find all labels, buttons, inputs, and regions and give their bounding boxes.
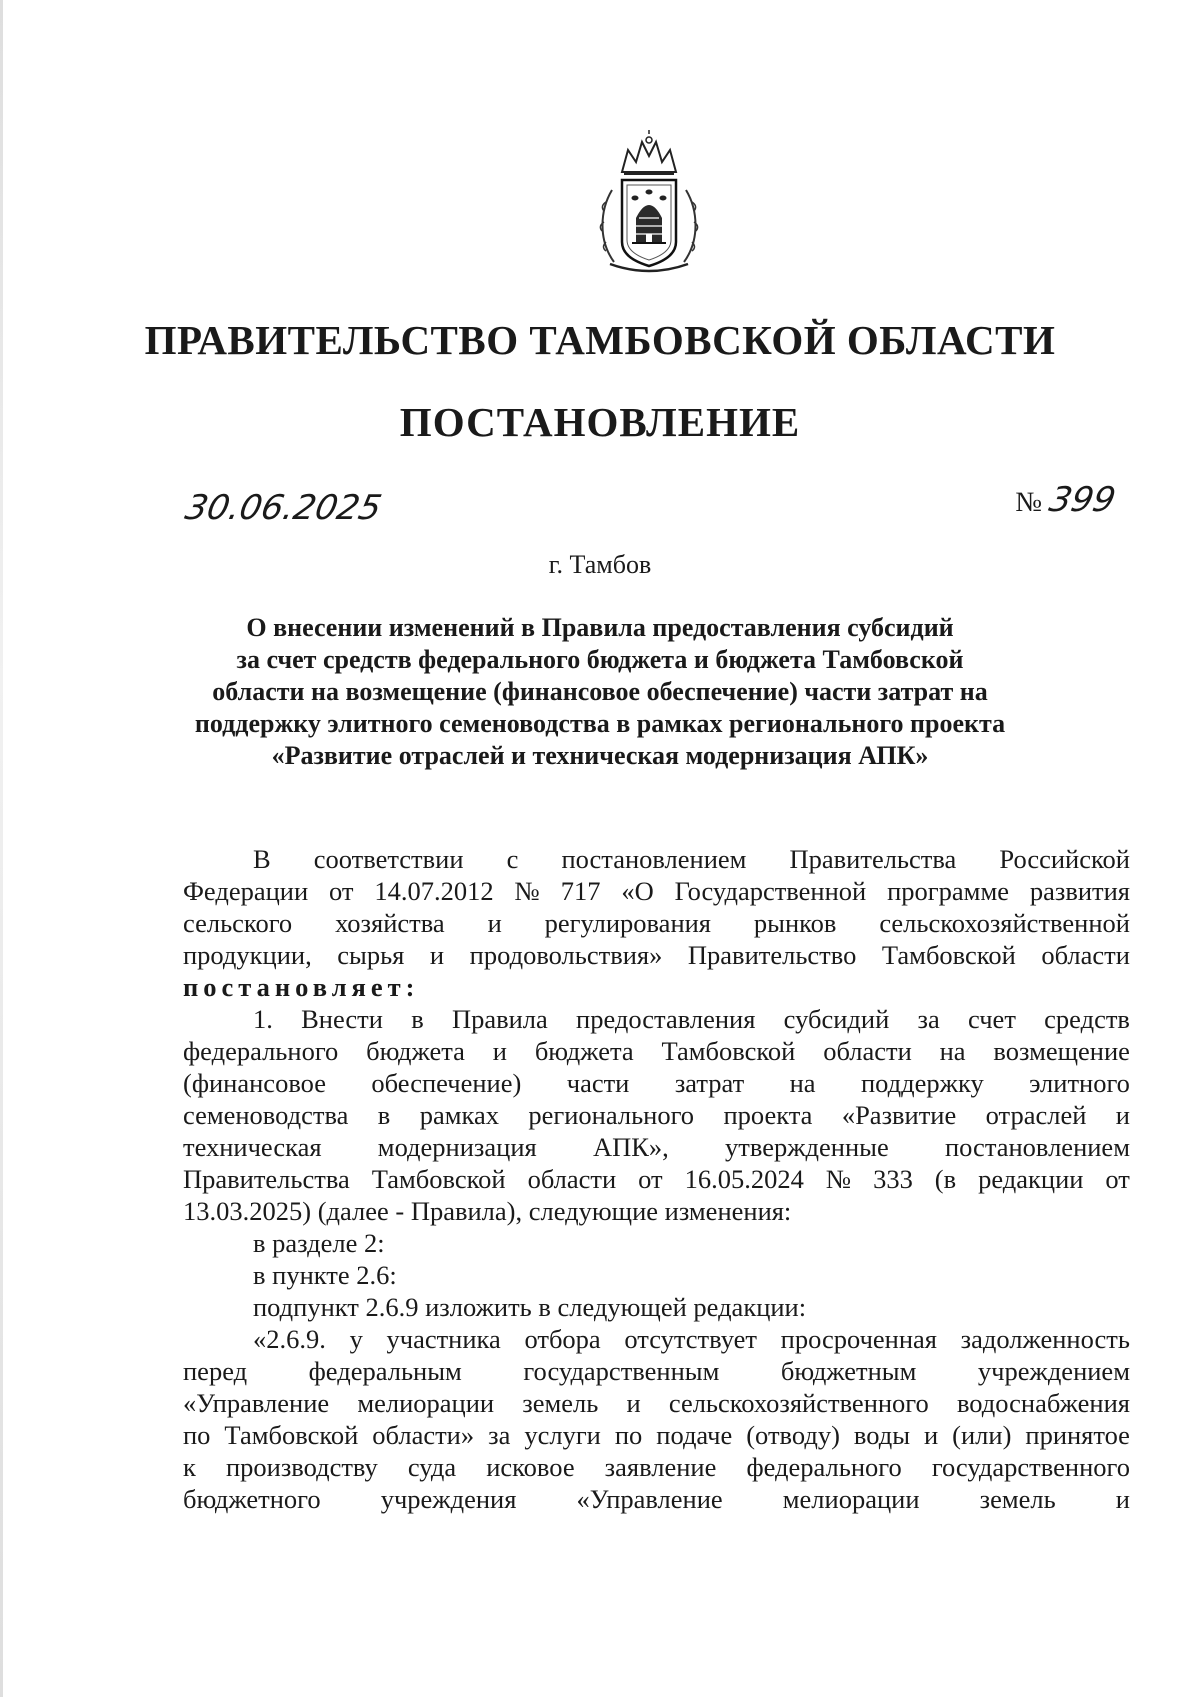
- word: регионального: [528, 1100, 695, 1130]
- word: по: [183, 1420, 211, 1450]
- word: счет: [968, 1004, 1016, 1034]
- word: постановлением: [561, 844, 747, 874]
- word: семеноводства: [183, 1100, 349, 1130]
- word: Тамбовской: [661, 1036, 796, 1066]
- word: регулирования: [544, 908, 711, 938]
- word: 717: [560, 876, 601, 906]
- document-body: [183, 843, 1130, 1515]
- word: (финансовое: [183, 1068, 326, 1098]
- word: с: [506, 844, 519, 874]
- word: федеральным: [308, 1356, 462, 1386]
- word: Правила: [451, 1004, 548, 1034]
- word: мелиорации: [782, 1484, 920, 1514]
- document-number: [1015, 480, 1120, 520]
- subject-line: за счет средств федерального бюджета и бюджета Тамбовской: [236, 645, 964, 674]
- word: подаче: [656, 1420, 733, 1450]
- word: (или): [952, 1420, 1012, 1450]
- word: за: [917, 1004, 940, 1034]
- scan-edge-shadow: [0, 0, 3, 1697]
- word: на: [789, 1068, 816, 1098]
- in-section-line: [183, 1227, 1130, 1259]
- word: за: [488, 1420, 511, 1450]
- word: предоставления: [576, 1004, 756, 1034]
- word: земель: [522, 1388, 599, 1418]
- word: сырья: [337, 940, 405, 970]
- word: бюджета: [534, 1036, 634, 1066]
- subject-line: поддержку элитного семеноводства в рамках регионального проекта: [194, 709, 1006, 738]
- subpoint-text: подпункт 2.6.9 изложить в следующей редакции:: [253, 1292, 807, 1322]
- word: от: [329, 876, 354, 906]
- word: рынков: [753, 908, 837, 938]
- word: и: [492, 1036, 507, 1066]
- text-line: [183, 843, 1130, 875]
- word: Правительства: [789, 844, 957, 874]
- word: «Развитие: [841, 1100, 957, 1130]
- text-line: [183, 875, 1130, 907]
- word: «Управление: [183, 1388, 330, 1418]
- text-line: [183, 1035, 1130, 1067]
- word: на: [939, 1036, 966, 1066]
- word: продовольствия»: [469, 940, 663, 970]
- word: отбора: [524, 1324, 601, 1354]
- subject-line: области на возмещение (финансовое обеспечение) части затрат на: [212, 677, 988, 706]
- word: отраслей: [985, 1100, 1087, 1130]
- word: части: [566, 1068, 630, 1098]
- word: области: [527, 1164, 617, 1194]
- word: «Управление: [576, 1484, 723, 1514]
- word: воды: [853, 1420, 910, 1450]
- word: техническая: [183, 1132, 322, 1162]
- word: продукции,: [183, 940, 312, 970]
- word: «О: [621, 876, 654, 906]
- word: и: [923, 1420, 939, 1450]
- word: услуги: [524, 1420, 601, 1450]
- word: соответствии: [313, 844, 464, 874]
- word: области»: [372, 1420, 475, 1450]
- word: к: [183, 1452, 196, 1482]
- word: и: [487, 908, 502, 938]
- word: утвержденные: [725, 1132, 889, 1162]
- word: области: [1041, 940, 1130, 970]
- word: в: [377, 1100, 391, 1130]
- word: просроченная: [780, 1324, 937, 1354]
- subject-line: «Развитие отраслей и техническая модернизация АПК»: [271, 741, 929, 770]
- item-1-last-line: [183, 1195, 1130, 1227]
- city: г. Тамбов: [548, 550, 652, 579]
- text-line: [183, 907, 1130, 939]
- document-subject: [150, 612, 1050, 772]
- coat-of-arms-emblem: [592, 130, 706, 280]
- resolves-line: [183, 971, 1130, 1003]
- word: от: [1105, 1164, 1130, 1194]
- word: принятое: [1025, 1420, 1130, 1450]
- word: и: [429, 940, 445, 970]
- text-line: [183, 1163, 1130, 1195]
- word: водоснабжения: [956, 1388, 1130, 1418]
- word: субсидий: [783, 1004, 890, 1034]
- word: бюджета: [366, 1036, 465, 1066]
- number-value: 399: [1045, 480, 1120, 520]
- word: 1.: [253, 1004, 273, 1034]
- word: области: [823, 1036, 912, 1066]
- quoted-subpoint-paragraph: [183, 1323, 1130, 1515]
- word: «2.6.9.: [253, 1324, 326, 1354]
- word: Внести: [301, 1004, 383, 1034]
- word: в: [411, 1004, 424, 1034]
- word: 16.05.2024: [684, 1164, 804, 1194]
- word: государственного: [931, 1452, 1130, 1482]
- text-line: [183, 1451, 1130, 1483]
- word: суда: [407, 1452, 457, 1482]
- word: от: [638, 1164, 663, 1194]
- word: участника: [386, 1324, 501, 1354]
- word: 333: [873, 1164, 913, 1194]
- text-line: [183, 939, 1130, 971]
- number-label: №: [1015, 487, 1043, 518]
- text-line: [183, 1099, 1130, 1131]
- word: сельскохозяйственного: [668, 1388, 929, 1418]
- text-line: [183, 1323, 1130, 1355]
- word: постановлением: [944, 1132, 1130, 1162]
- in-section-text: в разделе 2:: [253, 1228, 385, 1258]
- word: и: [1115, 1100, 1130, 1130]
- preamble-paragraph: [183, 843, 1130, 971]
- word: производству: [225, 1452, 378, 1482]
- word: учреждением: [977, 1356, 1130, 1386]
- word: и: [1115, 1484, 1130, 1514]
- word: (в: [934, 1164, 957, 1194]
- word: элитного: [1029, 1068, 1130, 1098]
- text-line: [183, 1131, 1130, 1163]
- document-date: 30.06.2025: [181, 488, 385, 528]
- word: 14.07.2012: [374, 876, 494, 906]
- word: отсутствует: [624, 1324, 757, 1354]
- word: развития: [1029, 876, 1130, 906]
- word: перед: [183, 1356, 248, 1386]
- word: и: [626, 1388, 641, 1418]
- word: учреждения: [380, 1484, 517, 1514]
- word: мелиорации: [357, 1388, 495, 1418]
- word: у: [349, 1324, 363, 1354]
- government-title: ПРАВИТЕЛЬСТВО ТАМБОВСКОЙ ОБЛАСТИ: [144, 317, 1056, 363]
- word: сельскохозяйственной: [879, 908, 1130, 938]
- word: Тамбовской: [224, 1420, 359, 1450]
- in-point-line: [183, 1259, 1130, 1291]
- word: №: [825, 1164, 852, 1194]
- word: средств: [1044, 1004, 1130, 1034]
- word: (отводу): [746, 1420, 840, 1450]
- word: задолженность: [960, 1324, 1130, 1354]
- text-line: [183, 1387, 1130, 1419]
- word: хозяйства: [335, 908, 445, 938]
- text-line: [183, 1003, 1130, 1035]
- word: земель: [979, 1484, 1056, 1514]
- word: государственным: [523, 1356, 720, 1386]
- word: поддержку: [861, 1068, 984, 1098]
- word: рамках: [419, 1100, 499, 1130]
- word: программе: [887, 876, 1009, 906]
- word: редакции: [978, 1164, 1084, 1194]
- word: Тамбовской: [371, 1164, 506, 1194]
- word: проекта: [723, 1100, 813, 1130]
- item-1-paragraph: [183, 1003, 1130, 1195]
- word: заявление: [604, 1452, 717, 1482]
- word: по: [614, 1420, 643, 1450]
- word: бюджетным: [780, 1356, 917, 1386]
- text-line: [183, 1483, 1130, 1515]
- text-line: [183, 1355, 1130, 1387]
- word: Правительство: [687, 940, 857, 970]
- word: сельского: [183, 908, 293, 938]
- word: исковое: [486, 1452, 575, 1482]
- text-line: [183, 1419, 1130, 1451]
- resolves-word: постановляет:: [183, 972, 420, 1002]
- word: обеспечение): [371, 1068, 522, 1098]
- word: возмещение: [993, 1036, 1130, 1066]
- in-point-text: в пункте 2.6:: [253, 1260, 397, 1290]
- item-1-last-text: 13.03.2025) (далее - Правила), следующие изменения:: [183, 1196, 792, 1226]
- word: федерального: [183, 1036, 339, 1066]
- word: №: [514, 876, 540, 906]
- word: Государственной: [674, 876, 867, 906]
- word: Российской: [999, 844, 1130, 874]
- subpoint-line: [183, 1291, 1130, 1323]
- word: затрат: [674, 1068, 745, 1098]
- word: Тамбовской: [881, 940, 1016, 970]
- word: Федерации: [183, 876, 309, 906]
- word: В: [253, 844, 271, 874]
- word: Правительства: [183, 1164, 350, 1194]
- document-kind: ПОСТАНОВЛЕНИЕ: [399, 399, 801, 445]
- word: модернизация: [377, 1132, 537, 1162]
- word: АПК»,: [592, 1132, 669, 1162]
- subject-line: О внесении изменений в Правила предоставления субсидий: [246, 613, 954, 642]
- word: федерального: [746, 1452, 902, 1482]
- text-line: [183, 1067, 1130, 1099]
- word: бюджетного: [183, 1484, 321, 1514]
